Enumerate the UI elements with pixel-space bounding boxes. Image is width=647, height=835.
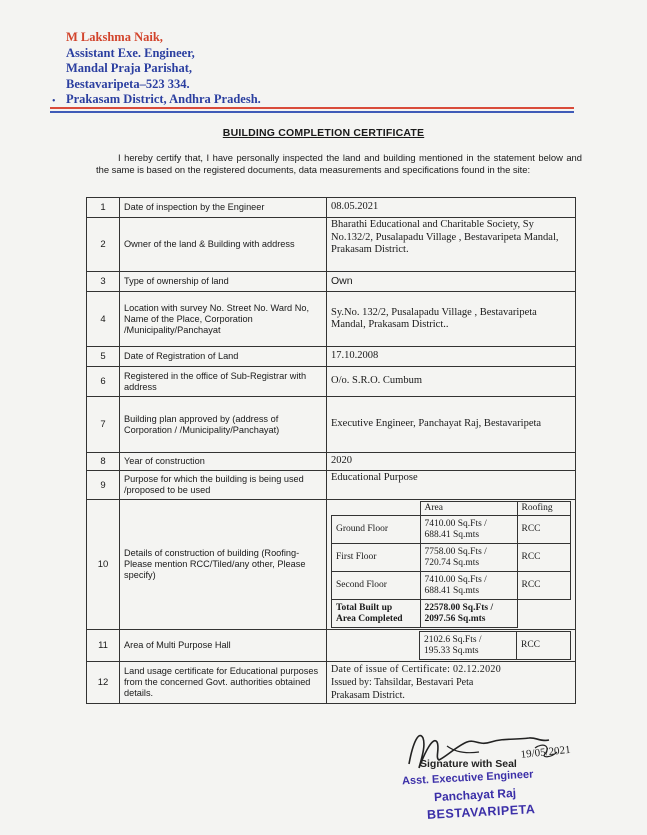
table-row <box>87 272 576 292</box>
table-row <box>87 630 576 662</box>
row-number: 1 <box>87 198 120 218</box>
stamp-line-place: BESTAVARIPETA <box>426 802 536 822</box>
row-number: 4 <box>87 292 120 347</box>
table-row <box>87 367 576 397</box>
floor-area <box>420 572 517 600</box>
row-label: Registered in the office of Sub-Registrar with address <box>120 367 327 397</box>
officer-designation: Assistant Exe. Engineer, <box>66 45 195 60</box>
hall-area-sqft: 2102.6 Sq.Fts / <box>424 634 482 645</box>
details-table <box>86 197 576 704</box>
construction-details-cell <box>327 500 576 630</box>
row-label: Year of construction <box>120 453 327 471</box>
issuing-district: Prakasam District. <box>331 690 405 701</box>
row-number: 6 <box>87 367 120 397</box>
table-row <box>87 453 576 471</box>
floor-roofing: RCC <box>517 516 571 544</box>
area-sqft: 7758.00 Sq.Fts / <box>424 546 487 557</box>
table-row <box>332 516 571 544</box>
area-sqm: 688.41 Sq.mts <box>424 529 480 540</box>
row-value: Executive Engineer, Panchayat Raj, Bestavaripeta <box>327 397 576 453</box>
floor-area <box>420 516 517 544</box>
row-value: Sy.No. 132/2, Pusalapadu Village , Bestavaripeta Mandal, Prakasam District.. <box>327 292 576 347</box>
officer-name: M Lakshma Naik, <box>66 30 163 44</box>
hall-area <box>420 632 517 660</box>
row-number: 3 <box>87 272 120 292</box>
total-label-line1: Total Built up <box>336 602 393 613</box>
row-number: 8 <box>87 453 120 471</box>
row-label: Area of Multi Purpose Hall <box>120 630 327 662</box>
table-row <box>87 292 576 347</box>
row-label: Type of ownership of land <box>120 272 327 292</box>
signature-date: 19/05/2021 <box>520 743 572 761</box>
floor-roofing: RCC <box>517 544 571 572</box>
row-number: 5 <box>87 347 120 367</box>
signature-caption: Signature with Seal <box>420 758 517 770</box>
row-label: Owner of the land & Building with address <box>120 218 327 272</box>
area-sqft: 7410.00 Sq.Fts / <box>424 574 487 585</box>
area-sqm: 688.41 Sq.mts <box>424 585 480 596</box>
row-label: Land usage certificate for Educational purposes from the concerned Govt. authorities obtained details. <box>120 662 327 704</box>
issue-date: Date of issue of Certificate: 02.12.2020 <box>331 664 502 675</box>
bullet-dot: • <box>52 96 56 107</box>
row-label: Date of Registration of Land <box>120 347 327 367</box>
hall-area-sqm: 195.33 Sq.mts <box>424 645 479 656</box>
row-label: Date of inspection by the Engineer <box>120 198 327 218</box>
row-label: Purpose for which the building is being used /proposed to be used <box>120 471 327 500</box>
table-row <box>87 471 576 500</box>
row-number: 9 <box>87 471 120 500</box>
floor-name: Second Floor <box>332 572 421 600</box>
officer-place: Bestavaripeta–523 334. <box>66 76 190 91</box>
row-number: 2 <box>87 218 120 272</box>
floor-name: First Floor <box>332 544 421 572</box>
row-label: Details of construction of building (Roofing-Please mention RCC/Tiled/any other, Please specify) <box>120 500 327 630</box>
table-row <box>331 632 571 660</box>
header-rule-red <box>50 107 574 109</box>
header-rule-blue <box>50 111 574 113</box>
row-label: Location with survey No. Street No. Ward No, Name of the Place, Corporation /Municipality/Panchayat <box>120 292 327 347</box>
table-row <box>87 662 576 704</box>
table-row <box>87 198 576 218</box>
row-number: 11 <box>87 630 120 662</box>
table-row <box>87 397 576 453</box>
row-value: 2020 <box>327 453 576 471</box>
table-row <box>332 600 571 628</box>
hall-details-cell <box>327 630 576 662</box>
row-value: Educational Purpose <box>327 471 576 500</box>
row-value: Bharathi Educational and Charitable Society, Sy No.132/2, Pusalapadu Village , Bestavaripeta Mandal, Prakasam District. <box>327 218 576 272</box>
construction-table <box>331 501 571 628</box>
area-sqft: 7410.00 Sq.Fts / <box>424 518 487 529</box>
land-usage-details <box>327 662 576 704</box>
floor-name: Ground Floor <box>332 516 421 544</box>
row-number: 7 <box>87 397 120 453</box>
floor-area <box>420 544 517 572</box>
total-area <box>420 600 517 628</box>
area-sqm: 720.74 Sq.mts <box>424 557 480 568</box>
row-value: O/o. S.R.O. Cumbum <box>327 367 576 397</box>
hall-roofing: RCC <box>517 632 571 660</box>
row-number: 12 <box>87 662 120 704</box>
officer-district: Prakasam District, Andhra Pradesh. <box>66 92 261 107</box>
stamp-line-department: Panchayat Raj <box>433 785 517 805</box>
row-value: 17.10.2008 <box>327 347 576 367</box>
table-row <box>87 218 576 272</box>
row-number: 10 <box>87 500 120 630</box>
officer-office: Mandal Praja Parishat, <box>66 61 193 76</box>
roofing-header: Roofing <box>517 502 571 516</box>
row-value: Own <box>327 272 576 292</box>
certificate-title: BUILDING COMPLETION CERTIFICATE <box>222 127 425 139</box>
total-sqft: 22578.00 Sq.Fts / <box>424 602 494 613</box>
floor-roofing: RCC <box>517 572 571 600</box>
table-row <box>87 347 576 367</box>
total-sqm: 2097.56 Sq.mts <box>424 613 486 624</box>
issued-by: Issued by: Tahsildar, Bestavari Peta <box>331 677 474 688</box>
certificate-intro: I hereby certify that, I have personally inspected the land and building mentioned in the statement below and the same is based on the registered documents, data measurements and specifications found in the site: <box>96 152 582 175</box>
row-label: Building plan approved by (address of Corporation / /Municipality/Panchayat) <box>120 397 327 453</box>
total-label-line2: Area Completed <box>336 613 403 624</box>
table-row <box>332 544 571 572</box>
stamp-line-designation: Asst. Executive Engineer <box>401 768 534 788</box>
total-label <box>332 600 421 628</box>
table-row <box>332 502 571 516</box>
letterhead <box>66 30 261 108</box>
table-row <box>87 500 576 630</box>
area-header: Area <box>420 502 517 516</box>
table-row <box>332 572 571 600</box>
row-value: 08.05.2021 <box>327 198 576 218</box>
